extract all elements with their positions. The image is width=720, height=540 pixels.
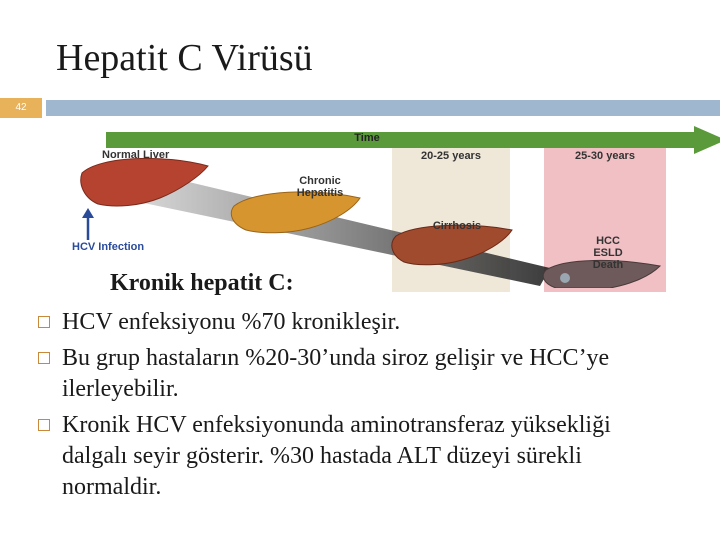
normal-liver-label: Normal Liver <box>102 149 170 161</box>
section-heading: Kronik hepatit C: <box>110 270 294 296</box>
outcome-label: HCC ESLD Death <box>592 235 624 271</box>
chronic-hepatitis-label: Chronic Hepatitis <box>296 175 344 199</box>
list-item: HCV enfeksiyonu %70 kronikleşir. <box>38 307 678 338</box>
hcv-infection-label: HCV Infection <box>72 241 145 253</box>
header-bar <box>46 100 720 116</box>
square-bullet-icon <box>38 352 50 364</box>
square-bullet-icon <box>38 316 50 328</box>
time-label: Time <box>354 132 380 144</box>
square-bullet-icon <box>38 419 50 431</box>
slide-number: 42 <box>0 98 42 118</box>
bullet-list <box>38 307 678 508</box>
list-item: Bu grup hastaların %20-30’unda siroz gelişir ve HCC’ye ilerleyebilir. <box>38 343 678 405</box>
hcv-progression-figure <box>70 118 710 288</box>
years-25-30-label: 25-30 years <box>575 150 635 162</box>
cirrhosis-label: Cirrhosis <box>432 220 482 232</box>
slide-title: Hepatit C Virüsü <box>56 37 313 79</box>
years-20-25-label: 20-25 years <box>421 150 481 162</box>
list-item: Kronik HCV enfeksiyonunda aminotransferaz yüksekliği dalgalı seyir gösterir. %30 hastada ALT düzeyi sürekli normaldir. <box>38 410 678 503</box>
